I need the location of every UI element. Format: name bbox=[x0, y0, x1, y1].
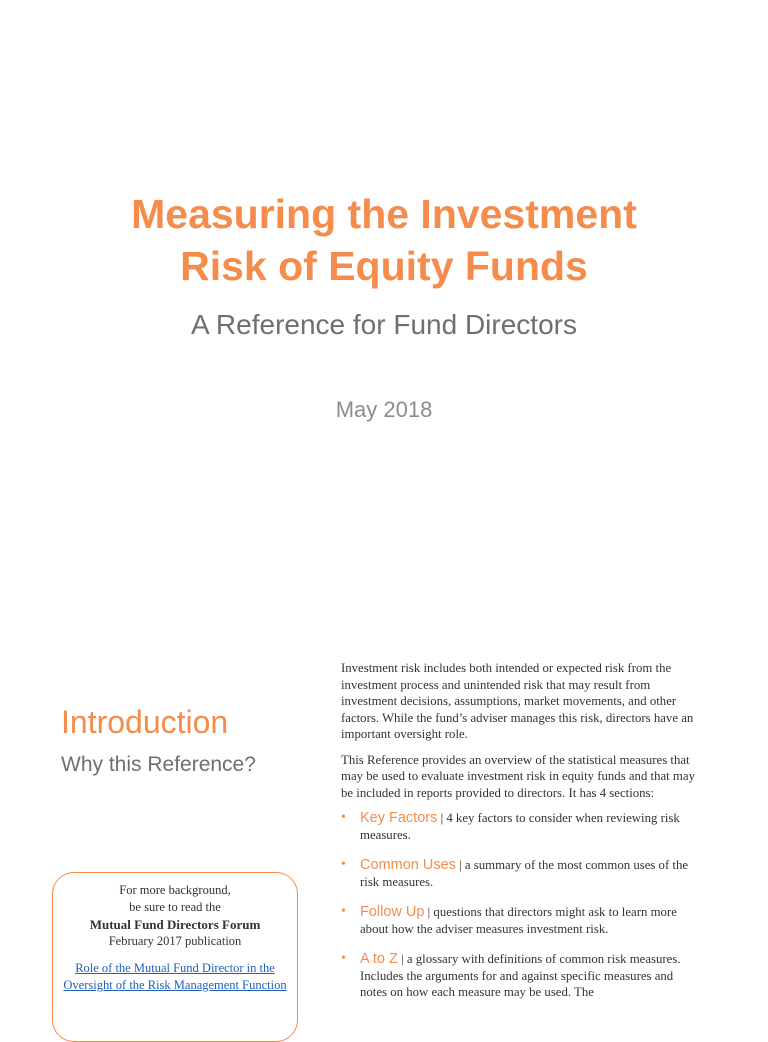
body-paragraph-1: Investment risk includes both intended or expected risk from the investment process and unintended risk that may result from investment decisions, assumptions, market movements, and other factors. While the fund’s adviser manages this risk, directors have an important oversight role. bbox=[341, 661, 694, 741]
section-heading-introduction: Introduction bbox=[61, 704, 229, 740]
publication-date: May 2018 bbox=[335, 397, 433, 422]
list-item bbox=[341, 857, 701, 890]
bullet-icon: • bbox=[341, 857, 346, 872]
section-term: Follow Up bbox=[360, 904, 425, 920]
list-item bbox=[341, 904, 701, 937]
callout-line-2: be sure to read the bbox=[129, 900, 221, 914]
document-title bbox=[0, 188, 768, 292]
section-term: Common Uses bbox=[360, 857, 456, 873]
section-subheading: Why this Reference? bbox=[61, 753, 256, 776]
callout-forum-name: Mutual Fund Directors Forum bbox=[89, 917, 261, 932]
section-list bbox=[341, 810, 701, 1001]
section-description: | questions that directors might ask to learn more about how the adviser measures investment risk. bbox=[360, 905, 677, 936]
title-line-2: Risk of Equity Funds bbox=[180, 243, 588, 289]
bullet-icon: • bbox=[341, 904, 346, 919]
title-line-1: Measuring the Investment bbox=[131, 191, 637, 237]
document-subtitle: A Reference for Fund Directors bbox=[191, 309, 577, 340]
section-term: A to Z bbox=[360, 951, 398, 967]
bullet-icon: • bbox=[341, 810, 346, 825]
section-description: | a summary of the most common uses of the risk measures. bbox=[360, 858, 689, 889]
bullet-icon: • bbox=[341, 951, 346, 966]
list-item bbox=[341, 810, 701, 843]
callout-line-4: February 2017 publication bbox=[108, 934, 242, 948]
intro-body-column bbox=[341, 660, 701, 1015]
publication-link[interactable]: Role of the Mutual Fund Director in the Oversight of the Risk Management Function bbox=[63, 961, 287, 992]
list-item bbox=[341, 951, 701, 1001]
callout-line-1: For more background, bbox=[119, 883, 231, 897]
section-description: | 4 key factors to consider when reviewing risk measures. bbox=[360, 811, 680, 842]
section-term: Key Factors bbox=[360, 810, 438, 826]
section-description: | a glossary with definitions of common risk measures. Includes the arguments for and against specific measures and notes on how each measure may be used. The bbox=[360, 952, 681, 999]
background-callout-box bbox=[52, 872, 298, 1042]
body-paragraph-2: This Reference provides an overview of the statistical measures that may be used to evaluate investment risk in equity funds and that may be included in reports provided to directors. It has 4 sections: bbox=[341, 752, 695, 800]
